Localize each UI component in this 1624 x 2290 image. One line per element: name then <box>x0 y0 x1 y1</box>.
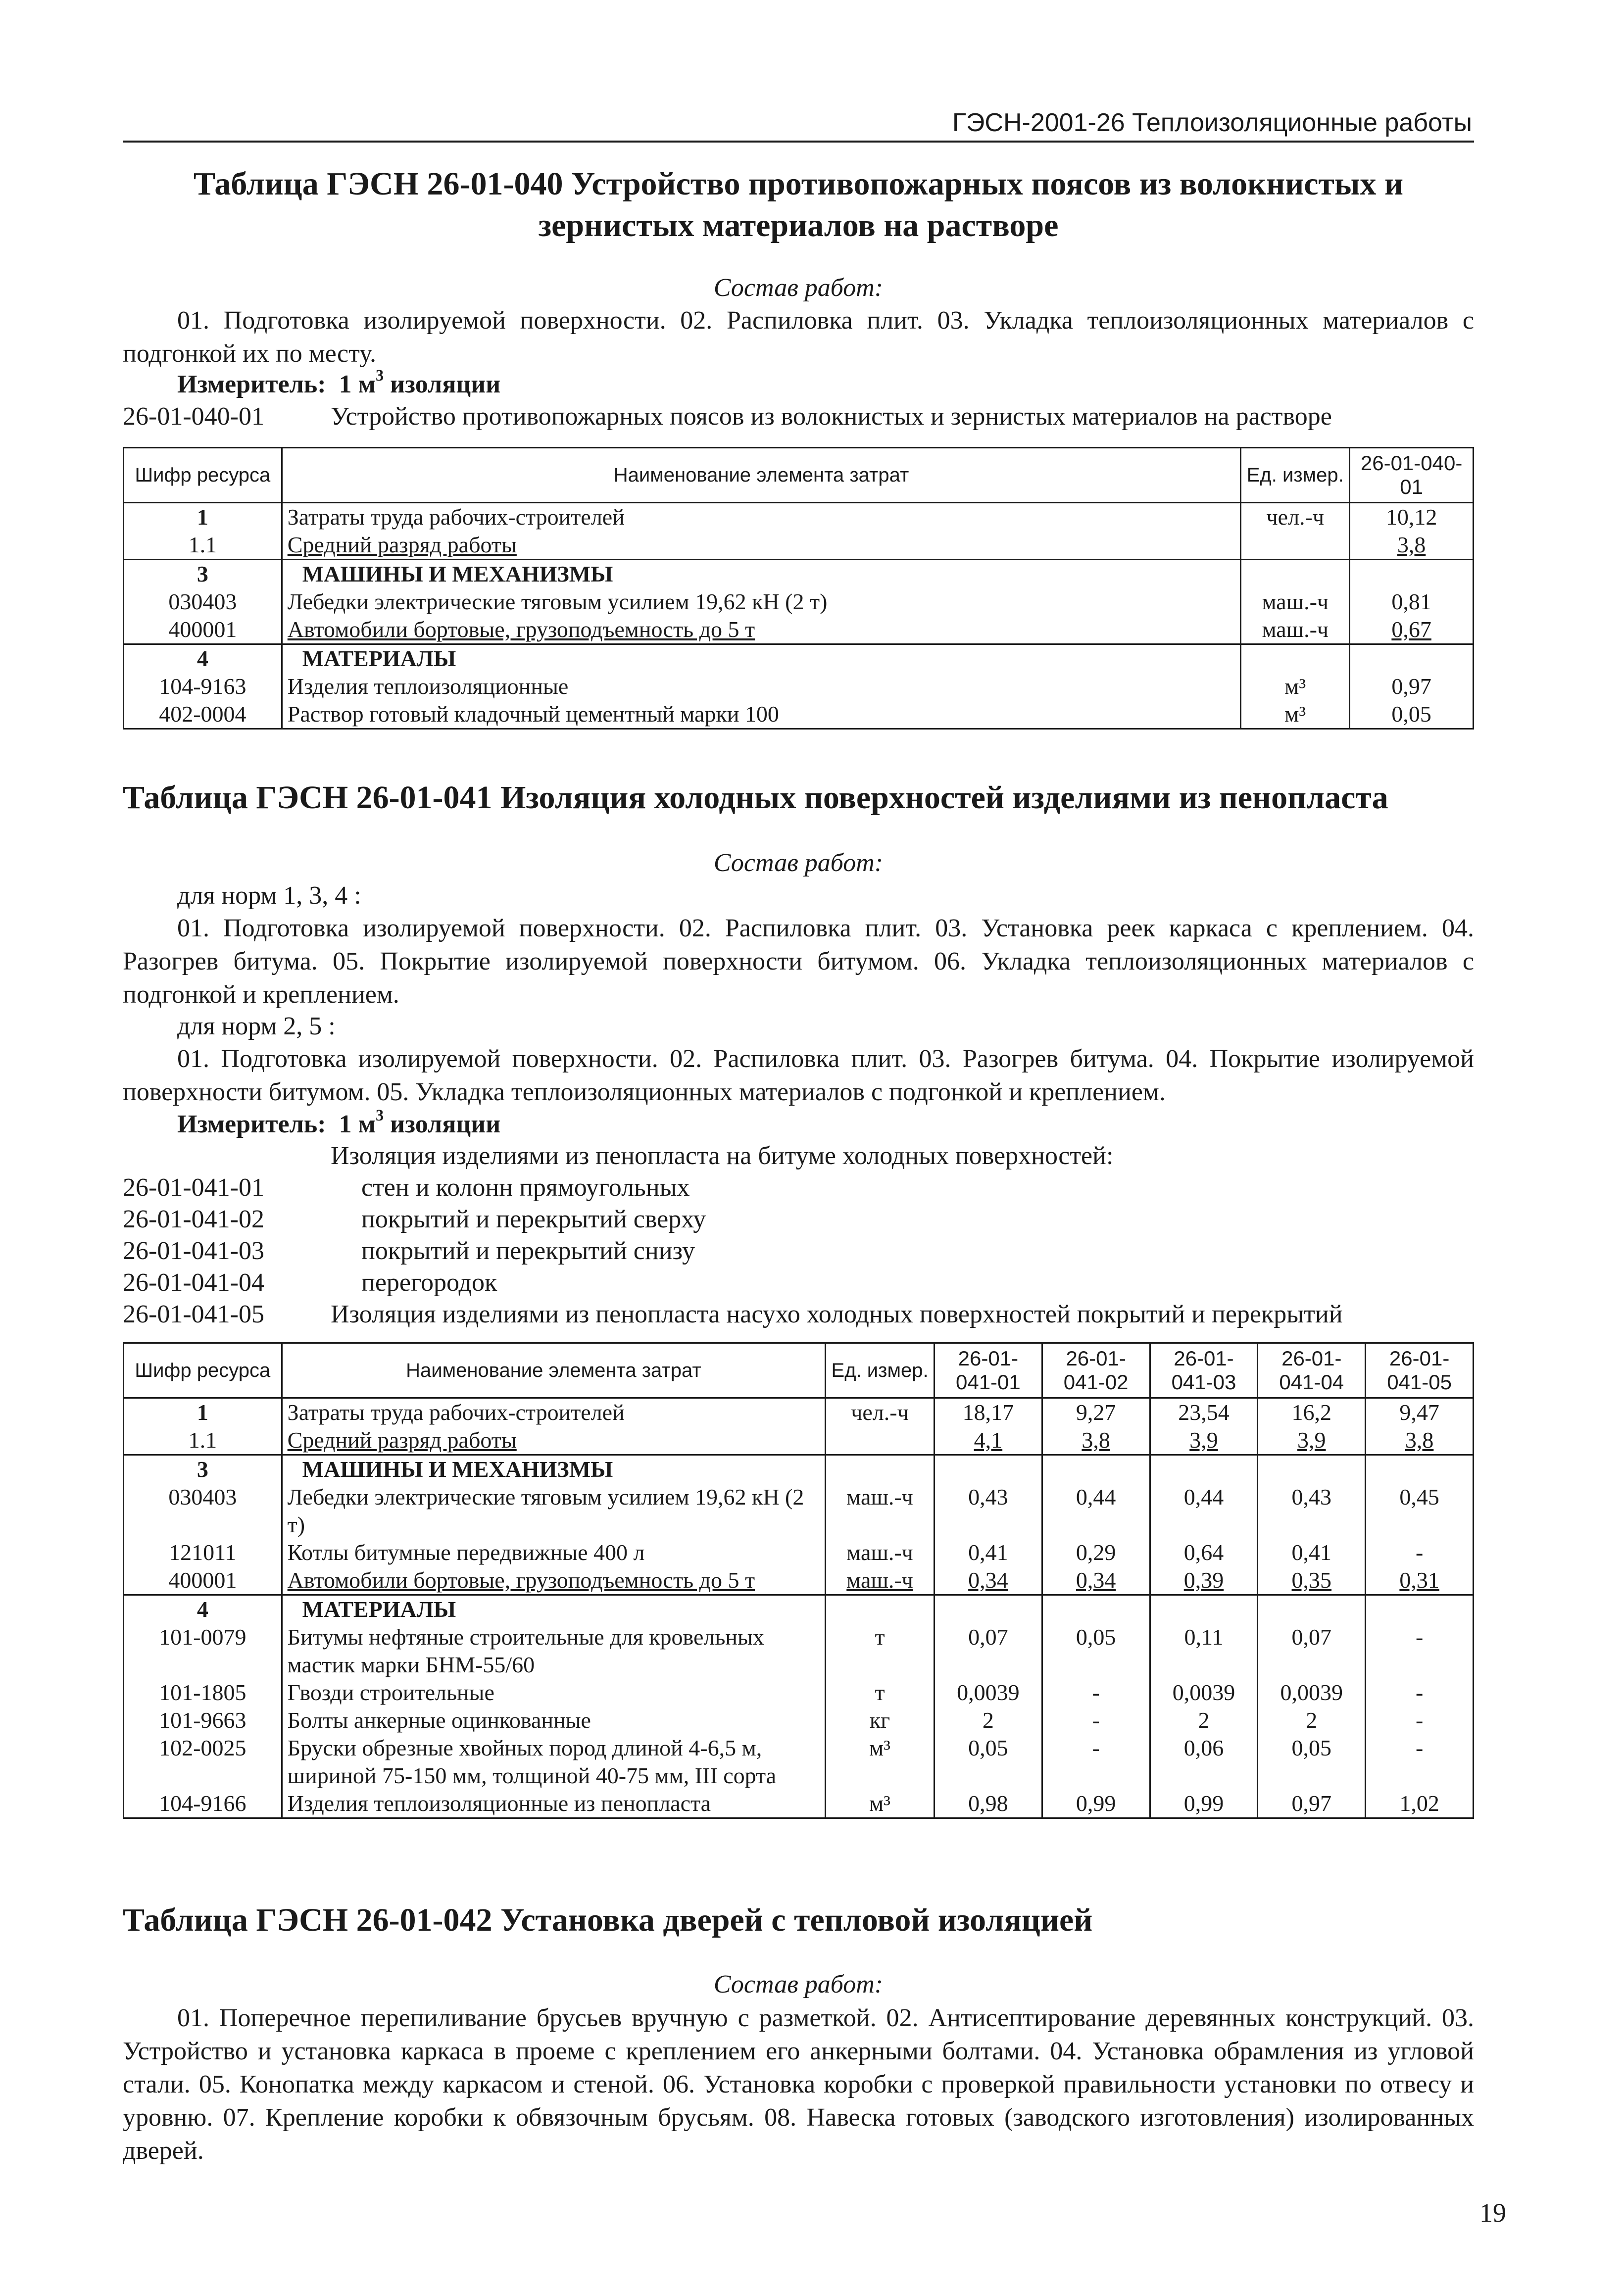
cell-value: 0,41 <box>1258 1539 1366 1566</box>
cell-code: 3 <box>124 560 282 588</box>
measure-unit: изоляции <box>390 1110 501 1138</box>
cell-value: - <box>1042 1679 1150 1706</box>
cell-value: 3,9 <box>1258 1426 1366 1455</box>
cell-code: 104-9163 <box>124 673 282 700</box>
cell-value: 0,05 <box>1042 1623 1150 1679</box>
cell-value: 0,99 <box>1150 1790 1258 1818</box>
cell-name: Битумы нефтяные строительные для кровельных мастик марки БНМ-55/60 <box>282 1623 825 1679</box>
cell-value: 0,41 <box>934 1539 1042 1566</box>
cell-value: 0,0039 <box>934 1679 1042 1706</box>
cell-name: Болты анкерные оцинкованные <box>282 1706 825 1734</box>
cell-value: 0,81 <box>1350 588 1474 616</box>
cell-value: - <box>1042 1734 1150 1790</box>
norm-line <box>123 1267 1474 1299</box>
cell-name: Раствор готовый кладочный цементный марки 100 <box>282 700 1241 729</box>
norms-2-label: для норм 2, 5 : <box>177 1012 336 1040</box>
cell-value: 0,64 <box>1150 1539 1258 1566</box>
cell-name: Бруски обрезные хвойных пород длиной 4-6,5 м, шириной 75-150 мм, толщиной 40-75 мм, III сорта <box>282 1734 825 1790</box>
cell-code: 101-1805 <box>124 1679 282 1706</box>
cell-value: 2 <box>934 1706 1042 1734</box>
cell-value: 23,54 <box>1150 1398 1258 1427</box>
table-row <box>124 1790 1474 1818</box>
section-heading: МАШИНЫ И МЕХАНИЗМЫ <box>282 1455 825 1484</box>
cell-code: 101-0079 <box>124 1623 282 1679</box>
cell-unit: маш.-ч <box>826 1566 935 1595</box>
section-heading: МАТЕРИАЛЫ <box>282 1595 825 1624</box>
cell-code: 1 <box>124 1398 282 1427</box>
cell-unit: маш.-ч <box>1241 616 1350 644</box>
cell-value: 0,98 <box>934 1790 1042 1818</box>
norm-desc: стен и колонн прямоугольных <box>361 1173 690 1202</box>
cell-value: 0,11 <box>1150 1623 1258 1679</box>
cell-value: 0,35 <box>1258 1566 1366 1595</box>
table-041-measure <box>177 1106 501 1140</box>
cell-value: 3,8 <box>1350 531 1474 560</box>
norm-desc: Устройство противопожарных поясов из волокнистых и зернистых материалов на растворе <box>331 402 1332 431</box>
cell-value: 9,47 <box>1366 1398 1474 1427</box>
norm-code: 26-01-041-04 <box>123 1268 264 1297</box>
th-name: Наименование элемента затрат <box>282 448 1241 503</box>
measure-value: 1 м <box>339 370 376 398</box>
cell-value: 18,17 <box>934 1398 1042 1427</box>
cell-unit: м³ <box>826 1734 935 1790</box>
cell-name: Затраты труда рабочих-строителей <box>282 503 1241 532</box>
cell-value: 0,44 <box>1150 1483 1258 1539</box>
table-042-works: 01. Поперечное перепиливание брусьев вручную с разметкой. 02. Антисептирование деревянных конструкций. 03. Устройство и установка каркаса в проеме с креплением его анкерными болтами. 04. Установка обрамления из угловой стали. 05. Конопатка между каркасом и стеной. 06. Установка коробки с проверкой правильности установки по отвесу и уровню. 07. Крепление коробки к обвязочным брусьям. 08. Навеска готовых (заводского изготовления) изолированных дверей. <box>123 2004 1474 2165</box>
cell-unit: т <box>826 1623 935 1679</box>
table-042-sostav-label: Состав работ: <box>713 1970 884 1998</box>
th-col-4: 26-01-041-04 <box>1258 1343 1366 1398</box>
section-heading: МАШИНЫ И МЕХАНИЗМЫ <box>282 560 1241 588</box>
measure-value: 1 м <box>339 1110 376 1138</box>
cell-name: Изделия теплоизоляционные <box>282 673 1241 700</box>
cell-value: 0,43 <box>934 1483 1042 1539</box>
cell-code: 030403 <box>124 1483 282 1539</box>
table-row <box>124 1706 1474 1734</box>
th-shifr: Шифр ресурса <box>124 1343 282 1398</box>
th-col-1: 26-01-040-01 <box>1350 448 1474 503</box>
norm-line <box>123 1172 1474 1204</box>
table-040-works: 01. Подготовка изолируемой поверхности. 02. Распиловка плит. 03. Укладка теплоизоляционных материалов с подгонкой их по месту. <box>123 306 1474 368</box>
norm-code: 26-01-041-03 <box>123 1237 264 1265</box>
cell-code: 1.1 <box>124 1426 282 1455</box>
cell-value: 0,45 <box>1366 1483 1474 1539</box>
cell-unit: кг <box>826 1706 935 1734</box>
table-row <box>124 644 1474 673</box>
measure-label: Измеритель: <box>177 1110 326 1138</box>
table-row <box>124 673 1474 700</box>
cell-name: Лебедки электрические тяговым усилием 19,62 кН (2 т) <box>282 1483 825 1539</box>
table-row <box>124 1455 1474 1484</box>
th-col-2: 26-01-041-02 <box>1042 1343 1150 1398</box>
cell-name: Автомобили бортовые, грузоподъемность до 5 т <box>282 616 1241 644</box>
cell-value: 0,67 <box>1350 616 1474 644</box>
cell-value: - <box>1366 1734 1474 1790</box>
table-040-title: Таблица ГЭСН 26-01-040 Устройство противопожарных поясов из волокнистых и зернистых материалов на растворе <box>193 166 1404 244</box>
table-040-measure <box>177 366 501 400</box>
cell-code: 101-9663 <box>124 1706 282 1734</box>
cell-value: 0,0039 <box>1258 1679 1366 1706</box>
norm-desc: покрытий и перекрытий снизу <box>361 1237 695 1265</box>
norms-1-label: для норм 1, 3, 4 : <box>177 881 361 910</box>
norm-group-label: Изоляция изделиями из пенопласта на битуме холодных поверхностей: <box>331 1142 1114 1170</box>
measure-label: Измеритель: <box>177 370 326 398</box>
table-041-works-2: 01. Подготовка изолируемой поверхности. 02. Распиловка плит. 03. Разогрев битума. 04. Покрытие изолируемой поверхности битумом. 05. Укладка теплоизоляционных материалов с подгонкой и креплением. <box>123 1045 1474 1106</box>
cell-unit <box>826 1426 935 1455</box>
cell-value: 9,27 <box>1042 1398 1150 1427</box>
th-col-3: 26-01-041-03 <box>1150 1343 1258 1398</box>
table-row <box>124 503 1474 532</box>
cell-unit: маш.-ч <box>826 1483 935 1539</box>
cell-unit: м³ <box>1241 700 1350 729</box>
cell-value: 10,12 <box>1350 503 1474 532</box>
cell-name: Затраты труда рабочих-строителей <box>282 1398 825 1427</box>
cell-code: 102-0025 <box>124 1734 282 1790</box>
table-row <box>124 1426 1474 1455</box>
norm-line <box>123 1235 1474 1267</box>
page-number: 19 <box>1479 2198 1506 2228</box>
measure-unit: изоляции <box>390 370 501 398</box>
cell-value: - <box>1042 1706 1150 1734</box>
table-040-sostav-label: Состав работ: <box>713 274 884 302</box>
cell-value: 0,05 <box>1350 700 1474 729</box>
norm-desc: покрытий и перекрытий сверху <box>361 1205 706 1233</box>
cell-value: 0,34 <box>934 1566 1042 1595</box>
header-text: ГЭСН-2001-26 Теплоизоляционные работы <box>952 108 1472 137</box>
cell-name: Лебедки электрические тяговым усилием 19,62 кН (2 т) <box>282 588 1241 616</box>
table-041-sostav-label: Состав работ: <box>713 849 884 877</box>
cell-value: 0,97 <box>1258 1790 1366 1818</box>
cell-unit: маш.-ч <box>826 1539 935 1566</box>
cell-name: Гвозди строительные <box>282 1679 825 1706</box>
cell-code: 1 <box>124 503 282 532</box>
norm-code: 26-01-041-05 <box>123 1300 264 1328</box>
cell-value: 0,44 <box>1042 1483 1150 1539</box>
cell-value: 3,8 <box>1042 1426 1150 1455</box>
cell-name: Автомобили бортовые, грузоподъемность до 5 т <box>282 1566 825 1595</box>
cell-value: 0,07 <box>934 1623 1042 1679</box>
cell-value: - <box>1366 1623 1474 1679</box>
table-row <box>124 1679 1474 1706</box>
table-row <box>124 1398 1474 1427</box>
cell-unit: т <box>826 1679 935 1706</box>
table-042-title: Таблица ГЭСН 26-01-042 Установка дверей с тепловой изоляцией <box>123 1902 1093 1938</box>
measure-sup: 3 <box>376 366 384 384</box>
cell-unit: чел.-ч <box>1241 503 1350 532</box>
table-041 <box>123 1342 1474 1819</box>
th-col-1: 26-01-041-01 <box>934 1343 1042 1398</box>
norm-desc: Изоляция изделиями из пенопласта насухо холодных поверхностей покрытий и перекрытий <box>331 1300 1343 1328</box>
th-name: Наименование элемента затрат <box>282 1343 825 1398</box>
cell-unit <box>1241 531 1350 560</box>
section-heading: МАТЕРИАЛЫ <box>282 644 1241 673</box>
cell-value: 0,31 <box>1366 1566 1474 1595</box>
cell-unit: м³ <box>826 1790 935 1818</box>
table-row <box>124 531 1474 560</box>
cell-value: - <box>1366 1679 1474 1706</box>
cell-code: 400001 <box>124 616 282 644</box>
cell-value: 0,99 <box>1042 1790 1150 1818</box>
norm-desc: перегородок <box>361 1268 497 1297</box>
cell-value: 3,8 <box>1366 1426 1474 1455</box>
cell-value: 0,43 <box>1258 1483 1366 1539</box>
cell-value: 0,29 <box>1042 1539 1150 1566</box>
cell-value: - <box>1366 1539 1474 1566</box>
table-row <box>124 1539 1474 1566</box>
cell-value: 0,05 <box>934 1734 1042 1790</box>
cell-value: 0,07 <box>1258 1623 1366 1679</box>
cell-value: 1,02 <box>1366 1790 1474 1818</box>
cell-unit: маш.-ч <box>1241 588 1350 616</box>
table-row <box>124 1566 1474 1595</box>
table-041-title: Таблица ГЭСН 26-01-041 Изоляция холодных поверхностей изделиями из пенопласта <box>123 780 1388 816</box>
cell-code: 030403 <box>124 588 282 616</box>
measure-sup: 3 <box>376 1106 384 1124</box>
table-row <box>124 1595 1474 1624</box>
table-row <box>124 1734 1474 1790</box>
cell-name: Средний разряд работы <box>282 531 1241 560</box>
cell-code: 402-0004 <box>124 700 282 729</box>
table-row <box>124 588 1474 616</box>
table-row <box>124 560 1474 588</box>
cell-value: - <box>1366 1706 1474 1734</box>
cell-value: 2 <box>1258 1706 1366 1734</box>
table-row <box>124 1623 1474 1679</box>
cell-value: 0,06 <box>1150 1734 1258 1790</box>
table-row <box>124 616 1474 644</box>
cell-name: Средний разряд работы <box>282 1426 825 1455</box>
table-040 <box>123 447 1474 730</box>
table-row <box>124 1483 1474 1539</box>
cell-code: 121011 <box>124 1539 282 1566</box>
th-unit: Ед. измер. <box>826 1343 935 1398</box>
running-header <box>123 110 1474 143</box>
norm-line <box>123 1204 1474 1235</box>
cell-value: 0,39 <box>1150 1566 1258 1595</box>
cell-value: 0,0039 <box>1150 1679 1258 1706</box>
cell-unit: чел.-ч <box>826 1398 935 1427</box>
cell-code: 1.1 <box>124 531 282 560</box>
cell-code: 104-9166 <box>124 1790 282 1818</box>
th-col-5: 26-01-041-05 <box>1366 1343 1474 1398</box>
th-unit: Ед. измер. <box>1241 448 1350 503</box>
table-040-code-line <box>123 401 1474 433</box>
th-shifr: Шифр ресурса <box>124 448 282 503</box>
cell-value: 0,34 <box>1042 1566 1150 1595</box>
cell-value: 0,05 <box>1258 1734 1366 1790</box>
norm-code: 26-01-040-01 <box>123 402 264 431</box>
cell-code: 3 <box>124 1455 282 1484</box>
norm-line <box>123 1299 1474 1330</box>
cell-value: 0,97 <box>1350 673 1474 700</box>
cell-code: 400001 <box>124 1566 282 1595</box>
cell-unit: м³ <box>1241 673 1350 700</box>
cell-code: 4 <box>124 644 282 673</box>
cell-value: 4,1 <box>934 1426 1042 1455</box>
norm-code: 26-01-041-01 <box>123 1173 264 1202</box>
cell-value: 16,2 <box>1258 1398 1366 1427</box>
cell-name: Изделия теплоизоляционные из пенопласта <box>282 1790 825 1818</box>
cell-code: 4 <box>124 1595 282 1624</box>
cell-value: 2 <box>1150 1706 1258 1734</box>
table-row <box>124 700 1474 729</box>
cell-name: Котлы битумные передвижные 400 л <box>282 1539 825 1566</box>
norm-code: 26-01-041-02 <box>123 1205 264 1233</box>
table-041-works-1: 01. Подготовка изолируемой поверхности. 02. Распиловка плит. 03. Установка реек каркаса с креплением. 04. Разогрев битума. 05. Покрытие изолируемой поверхности битумом. 06. Укладка теплоизоляционных материалов с подгонкой и креплением. <box>123 914 1474 1009</box>
cell-value: 3,9 <box>1150 1426 1258 1455</box>
